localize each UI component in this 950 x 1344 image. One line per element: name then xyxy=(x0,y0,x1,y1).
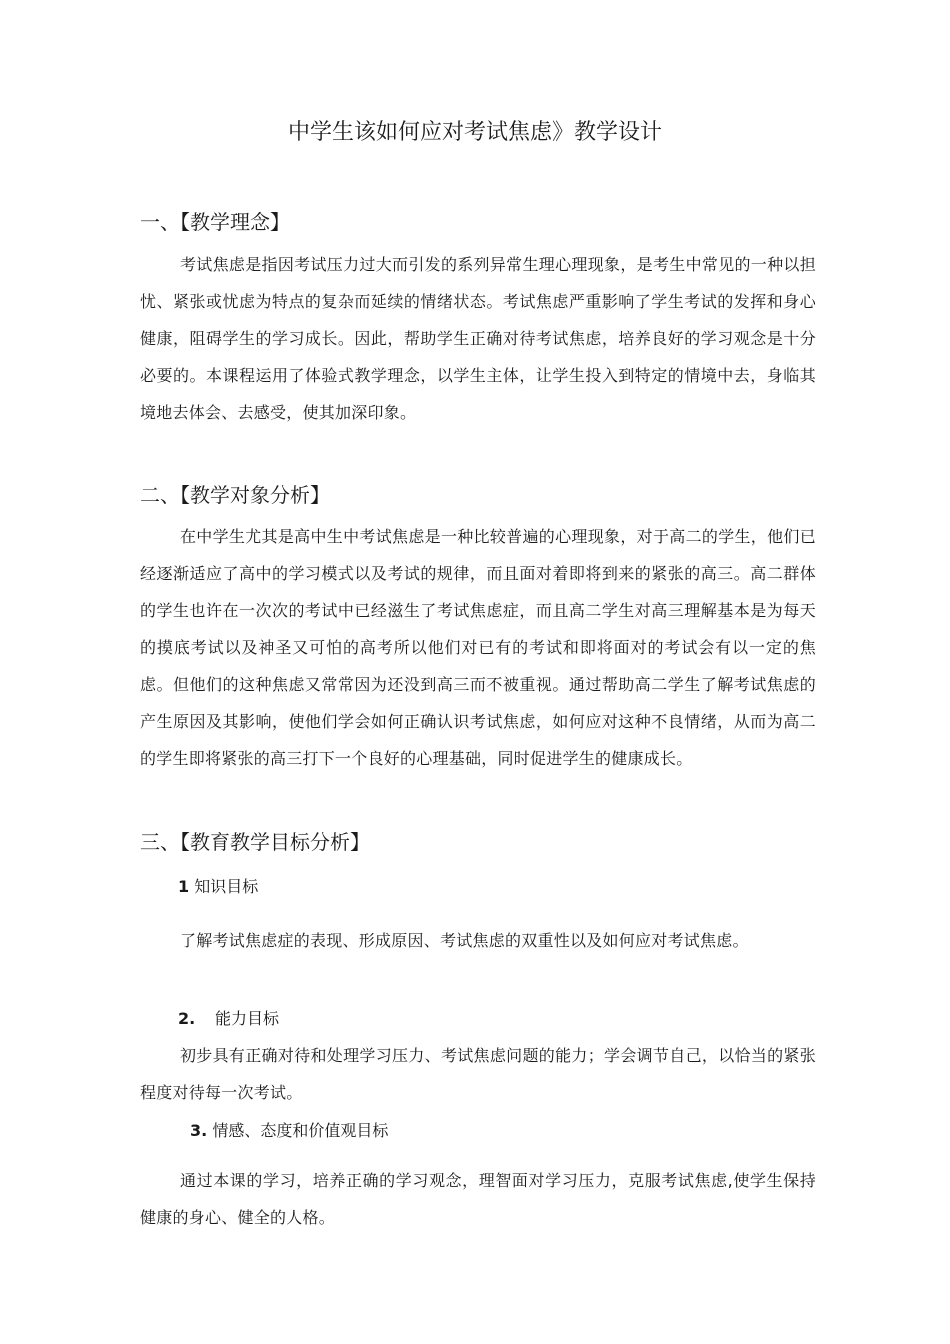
goal-paragraph-ability: 初步具有正确对待和处理学习压力、考试焦虑问题的能力；学会调节自己，以恰当的紧张程度对待每一次考试。 xyxy=(140,1046,816,1102)
goal-number: 2. xyxy=(178,1009,196,1028)
section-heading-student-analysis: 二、【教学对象分析】 xyxy=(140,483,330,507)
goal-heading-knowledge xyxy=(178,875,258,899)
goal-paragraph-emotion-values: 通过本课的学习，培养正确的学习观念，理智面对学习压力，克服考试焦虑,使学生保持健康的身心、健全的人格。 xyxy=(140,1171,816,1227)
goal-number: 1 xyxy=(178,877,190,896)
goal-heading-ability xyxy=(178,1007,279,1031)
goal-heading-emotion-values xyxy=(190,1119,388,1143)
goal-number: 3. xyxy=(190,1121,208,1140)
goal-paragraph-knowledge: 了解考试焦虑症的表现、形成原因、考试焦虑的双重性以及如何应对考试焦虑。 xyxy=(180,931,749,950)
goal-label: 能力目标 xyxy=(215,1009,280,1028)
goal-label: 知识目标 xyxy=(194,877,259,896)
section-heading-teaching-philosophy: 一、【教学理念】 xyxy=(140,210,290,234)
goal-label: 情感、态度和价值观目标 xyxy=(212,1121,389,1140)
section-heading-objectives: 三、【教育教学目标分析】 xyxy=(140,830,370,854)
section-paragraph-teaching-philosophy: 考试焦虑是指因考试压力过大而引发的系列异常生理心理现象，是考生中常见的一种以担忧、紧张或忧虑为特点的复杂而延续的情绪状态。考试焦虑严重影响了学生考试的发挥和身心健康，阻碍学生的学习成长。因此，帮助学生正确对待考试焦虑，培养良好的学习观念是十分必要的。本课程运用了体验式教学理念，以学生主体，让学生投入到特定的情境中去，身临其境地去体会、去感受，使其加深印象。 xyxy=(140,255,816,422)
document-title: 中学生该如何应对考试焦虑》教学设计 xyxy=(287,120,662,145)
section-paragraph-student-analysis: 在中学生尤其是高中生中考试焦虑是一种比较普遍的心理现象，对于高二的学生，他们已经逐渐适应了高中的学习模式以及考试的规律，而且面对着即将到来的紧张的高三。高二群体的学生也许在一次次的考试中已经滋生了考试焦虑症，而且高二学生对高三理解基本是为每天的摸底考试以及神圣又可怕的高考所以他们对已有的考试和即将面对的考试会有以一定的焦虑。但他们的这种焦虑又常常因为还没到高三而不被重视。通过帮助高二学生了解考试焦虑的产生原因及其影响，使他们学会如何正确认识考试焦虑，如何应对这种不良情绪，从而为高二的学生即将紧张的高三打下一个良好的心理基础，同时促进学生的健康成长。 xyxy=(140,527,816,768)
